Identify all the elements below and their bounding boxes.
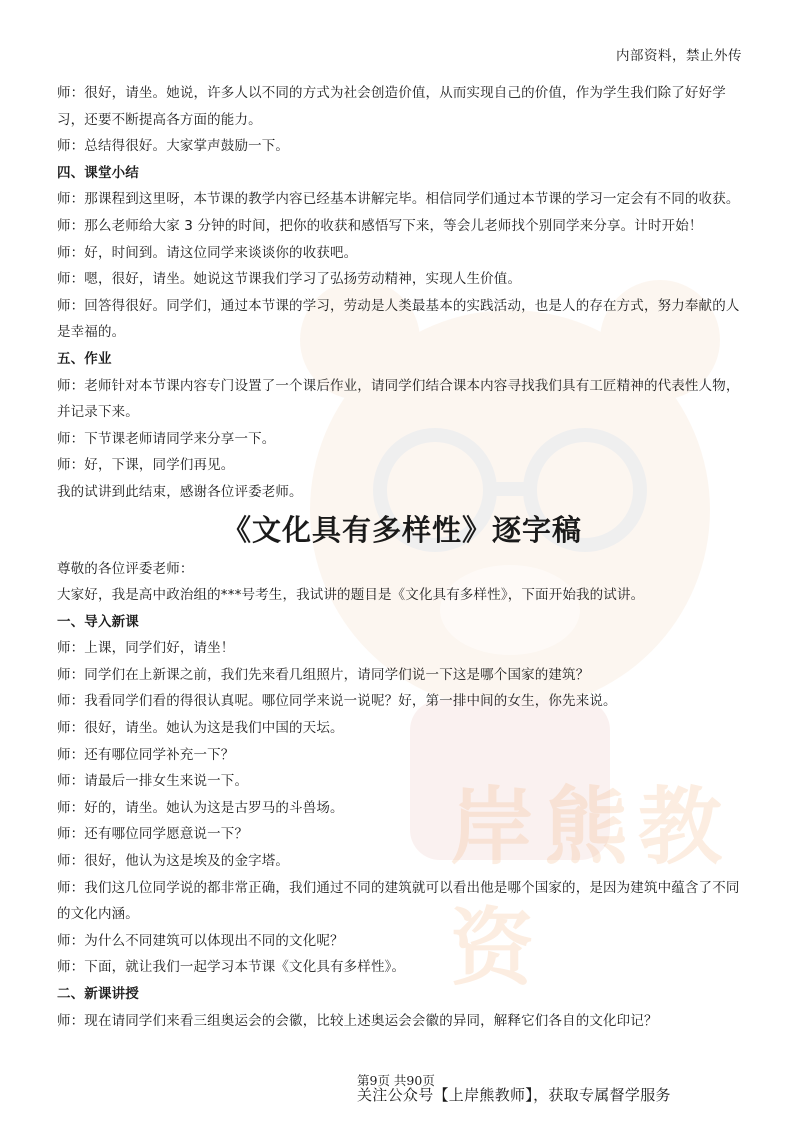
watermark-text: 岸熊教资 xyxy=(450,778,733,997)
section-heading: 五、作业 xyxy=(57,350,112,367)
paragraph: 师：好的，请坐。她认为这是古罗马的斗兽场。 xyxy=(57,799,344,816)
paragraph: 师：下面，就让我们一起学习本节课《文化具有多样性》。 xyxy=(57,959,406,976)
footer-promo: 关注公众号【上岸熊教师】，获取专属督学服务 xyxy=(357,1086,671,1104)
paragraph: 师：那课程到这里呀，本节课的教学内容已经基本讲解完毕。相信同学们通过本节课的学习一定会有不同的收获。 xyxy=(57,191,740,208)
paragraph: 师：还有哪位同学补充一下？ xyxy=(57,746,235,763)
paragraph: 师：很好，他认为这是埃及的金字塔。 xyxy=(57,853,290,870)
paragraph: 师：好，下课，同学们再见。 xyxy=(57,457,235,474)
document-title: 《文化具有多样性》逐字稿 xyxy=(221,512,582,547)
paragraph: 师：好，时间到。请这位同学来谈谈你的收获吧。 xyxy=(57,244,358,261)
paragraph: 师：很好，请坐。她认为这是我们中国的天坛。 xyxy=(57,720,344,737)
section-heading: 四、课堂小结 xyxy=(57,164,139,181)
section-heading: 一、导入新课 xyxy=(57,613,139,630)
paragraph: 师：嗯，很好，请坐。她说这节课我们学习了弘扬劳动精神，实现人生价值。 xyxy=(57,271,522,288)
paragraph: 师：上课，同学们好，请坐！ xyxy=(57,640,235,657)
paragraph: 师：下节课老师请同学来分享一下。 xyxy=(57,430,276,447)
paragraph: 师：请最后一排女生来说一下。 xyxy=(57,773,249,790)
paragraph: 师：同学们在上新课之前，我们先来看几组照片，请同学们说一下这是哪个国家的建筑？ xyxy=(57,666,590,683)
paragraph: 尊敬的各位评委老师： xyxy=(57,560,194,577)
paragraph: 师：还有哪位同学愿意说一下？ xyxy=(57,826,249,843)
paragraph: 师：为什么不同建筑可以体现出不同的文化呢？ xyxy=(57,932,344,949)
paragraph: 师：老师针对本节课内容专门设置了一个课后作业，请同学们结合课本内容寻找我们具有工匠精神的代表性人物，并记录下来。 xyxy=(57,377,740,421)
paragraph: 师：很好，请坐。她说，许多人以不同的方式为社会创造价值，从而实现自己的价值，作为学生我们除了好好学习，还要不断提高各方面的能力。 xyxy=(57,85,726,128)
paragraph: 师：那么老师给大家 3 分钟的时间，把你的收获和感悟写下来，等会儿老师找个别同学来分享。计时开始！ xyxy=(57,217,703,234)
paragraph: 师：我们这几位同学说的都非常正确，我们通过不同的建筑就可以看出他是哪个国家的，是因为建筑中蕴含了不同的文化内涵。 xyxy=(57,879,740,923)
paragraph: 师：回答得很好。同学们，通过本节课的学习，劳动是人类最基本的实践活动，也是人的存在方式，努力奉献的人是幸福的。 xyxy=(57,297,740,341)
paragraph: 师：现在请同学们来看三组奥运会的会徽，比较上述奥运会会徽的异同，解释它们各自的文化印记？ xyxy=(57,1012,658,1029)
document-body xyxy=(57,80,747,1034)
page-number: 第9页 共90页 xyxy=(357,1073,435,1088)
paragraph: 大家好，我是高中政治组的***号考生，我试讲的题目是《文化具有多样性》，下面开始我的试讲。 xyxy=(57,587,645,604)
paragraph: 师：我看同学们看的得很认真呢。哪位同学来说一说呢？好，第一排中间的女生，你先来说。 xyxy=(57,693,617,710)
section-heading: 二、新课讲授 xyxy=(57,986,139,1002)
paragraph: 师：总结得很好。大家掌声鼓励一下。 xyxy=(57,138,290,155)
paragraph: 我的试讲到此结束，感谢各位评委老师。 xyxy=(57,483,303,500)
confidential-notice: 内部资料，禁止外传 xyxy=(616,48,742,64)
